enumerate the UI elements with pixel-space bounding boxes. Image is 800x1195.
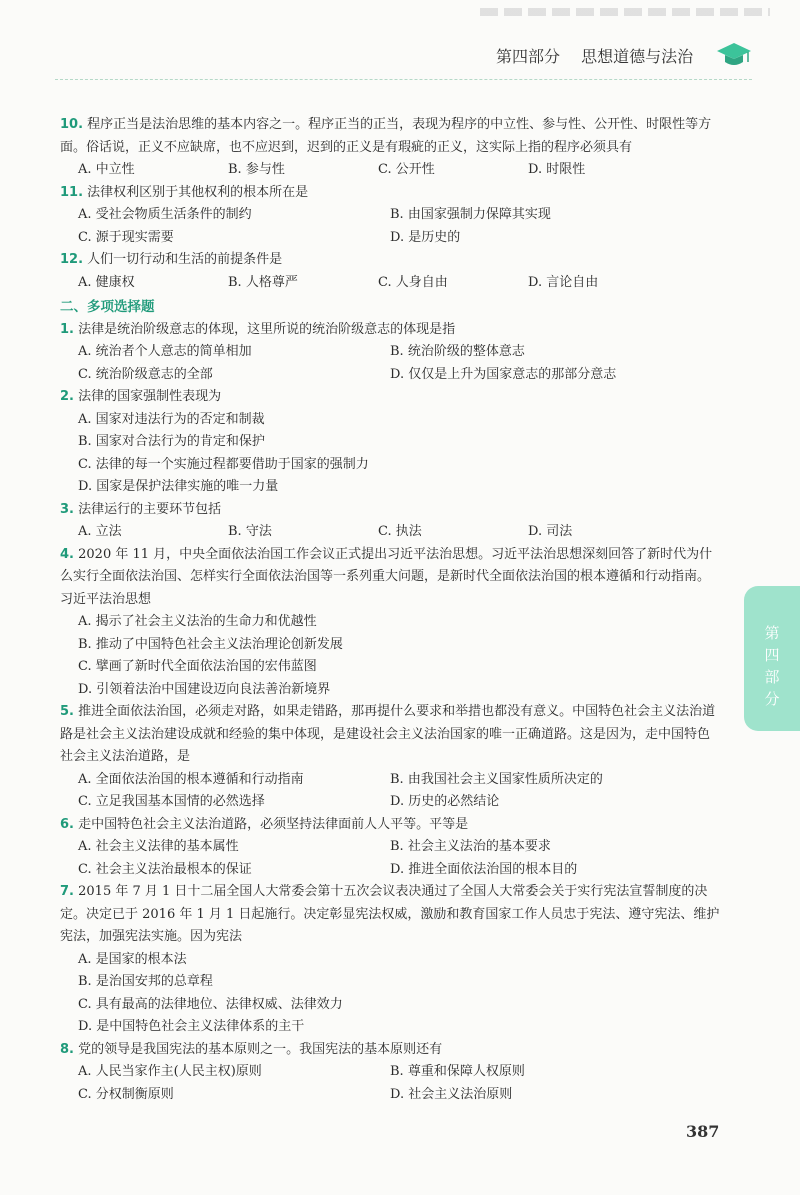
option: A. 揭示了社会主义法治的生命力和优越性 (78, 614, 317, 629)
question-text: 推进全面依法治国，必须走对路，如果走错路，那再提什么要求和举措也都没有意义。中国特色社会主义法治道路是社会主义法治建设成就和经验的集中体现，是建设社会主义法治国家的唯一正确道路。这是因为，走中国特色社会主义法治道路，是 (60, 704, 716, 764)
question-text: 人们一切行动和生活的前提条件是 (87, 252, 283, 267)
question (60, 114, 720, 159)
question-number: 3. (60, 501, 74, 517)
option: C. 公开性 (378, 162, 435, 177)
option: D. 是历史的 (390, 229, 461, 245)
option-list (60, 949, 720, 1039)
question-number: 5. (60, 704, 74, 719)
question-text: 2020 年 11 月，中央全面依法治国工作会议正式提出习近平法治思想。习近平法治思想深刻回答了新时代为什么实行全面依法治国、怎样实行全面依法治国等一系列重大问题，是新时代全面依法治国的根本遵循和行动指南。习近平法治思想 (60, 546, 713, 607)
option: D. 时限性 (528, 162, 586, 177)
option-list (60, 611, 720, 701)
option: A. 健康权 (78, 274, 135, 290)
option: B. 推动了中国特色社会主义法治理论创新发展 (78, 636, 343, 652)
question-number: 1. (60, 321, 74, 337)
question (60, 544, 720, 612)
option: D. 引领着法治中国建设迈向良法善治新境界 (78, 681, 331, 697)
question (60, 499, 720, 522)
option-list (60, 409, 720, 499)
option: C. 分权制衡原则 (78, 1086, 174, 1102)
option: C. 人身自由 (378, 274, 448, 290)
question-text: 走中国特色社会主义法治道路，必须坚持法律面前人人平等。平等是 (78, 816, 469, 832)
option-list (60, 341, 720, 386)
question-text: 党的领导是我国宪法的基本原则之一。我国宪法的基本原则还有 (78, 1041, 443, 1057)
option: A. 中立性 (78, 162, 135, 177)
option: B. 社会主义法治的基本要求 (390, 839, 551, 854)
option-list (60, 204, 720, 249)
question (60, 182, 720, 205)
option: C. 具有最高的法律地位、法律权威、法律效力 (78, 996, 343, 1012)
option: B. 统治阶级的整体意志 (390, 344, 525, 359)
option: A. 社会主义法律的基本属性 (78, 839, 239, 854)
option-list (60, 769, 720, 814)
option: D. 推进全面依法治国的根本目的 (390, 861, 578, 877)
question-number: 10. (60, 117, 84, 132)
option: D. 历史的必然结论 (390, 794, 500, 809)
option: C. 社会主义法治最根本的保证 (78, 861, 252, 877)
option-list (60, 1061, 720, 1106)
question-text: 2015 年 7 月 1 日十二届全国人大常委会第十五次会议表决通过了全国人大常委会关于实行宪法宣誓制度的决定。决定已于 2016 年 1 月 1 日起施行。决定彰显宪法权威，激励和教育国家工作人员忠于宪法、遵守宪法、维护宪法，加强宪法实施。因为宪法 (60, 884, 720, 944)
question-number: 12. (60, 252, 84, 267)
option: D. 仅仅是上升为国家意志的那部分意志 (390, 366, 617, 382)
option: A. 统治者个人意志的简单相加 (78, 344, 252, 359)
page-number: 387 (686, 1122, 720, 1141)
question (60, 319, 720, 342)
option-list (60, 836, 720, 881)
option-list (60, 521, 720, 544)
question-text: 法律的国家强制性表现为 (78, 389, 222, 404)
option: B. 尊重和保障人权原则 (390, 1064, 525, 1079)
option: B. 参与性 (228, 162, 285, 177)
option: C. 源于现实需要 (78, 229, 174, 245)
question (60, 1039, 720, 1062)
option: D. 社会主义法治原则 (390, 1086, 513, 1102)
option: B. 国家对合法行为的肯定和保护 (78, 434, 265, 449)
option: C. 立足我国基本国情的必然选择 (78, 794, 265, 809)
question-number: 6. (60, 816, 74, 832)
question-number: 2. (60, 389, 74, 404)
header-divider (55, 79, 752, 80)
option: B. 守法 (228, 524, 272, 539)
question-text: 法律是统治阶级意志的体现，这里所说的统治阶级意志的体现是指 (78, 321, 456, 337)
header-decoration (480, 8, 770, 16)
side-tab-label: 第四部分 (764, 624, 780, 708)
question-number: 4. (60, 546, 74, 562)
option: D. 言论自由 (528, 274, 599, 290)
header-part: 第四部分 (496, 47, 561, 66)
question (60, 386, 720, 409)
option: A. 立法 (78, 524, 122, 539)
option: C. 执法 (378, 524, 422, 539)
section-title: 二、多项选择题 (60, 299, 155, 315)
option: D. 是中国特色社会主义法律体系的主干 (78, 1019, 305, 1034)
option: C. 法律的每一个实施过程都要借助于国家的强制力 (78, 456, 369, 472)
option: B. 由国家强制力保障其实现 (390, 207, 551, 222)
option: B. 人格尊严 (228, 274, 298, 290)
option: C. 统治阶级意志的全部 (78, 366, 213, 382)
header-title: 思想道德与法治 (581, 47, 694, 66)
multi-choice-block (60, 319, 720, 1107)
question-number: 7. (60, 884, 74, 899)
question-text: 法律权利区别于其他权利的根本所在是 (87, 184, 309, 200)
option: C. 擘画了新时代全面依法治国的宏伟蓝图 (78, 659, 317, 674)
option: B. 是治国安邦的总章程 (78, 974, 213, 989)
option: A. 全面依法治国的根本遵循和行动指南 (78, 771, 304, 787)
page-header (496, 44, 693, 67)
option: A. 受社会物质生活条件的制约 (78, 207, 252, 222)
option: D. 国家是保护法律实施的唯一力量 (78, 479, 279, 494)
option: D. 司法 (528, 524, 573, 539)
option: A. 是国家的根本法 (78, 951, 187, 967)
question-text: 法律运行的主要环节包括 (78, 501, 222, 517)
option: A. 人民当家作主(人民主权)原则 (78, 1064, 262, 1079)
graduation-cap-icon (716, 40, 752, 70)
option: B. 由我国社会主义国家性质所决定的 (390, 771, 603, 787)
question-text: 程序正当是法治思维的基本内容之一。程序正当的正当，表现为程序的中立性、参与性、公开性、时限性等方面。俗话说，正义不应缺席，也不应迟到，迟到的正义是有瑕疵的正义，这实际上指的程序必须具有 (60, 117, 712, 155)
question-number: 11. (60, 184, 84, 200)
question-number: 8. (60, 1041, 74, 1057)
question (60, 814, 720, 837)
single-choice-block (60, 114, 720, 294)
question (60, 881, 720, 949)
question (60, 701, 720, 769)
option-list (60, 159, 720, 182)
option: A. 国家对违法行为的否定和制裁 (78, 411, 265, 427)
side-tab (744, 586, 800, 731)
option-list (60, 272, 720, 295)
question-list (60, 114, 720, 1106)
question (60, 249, 720, 272)
